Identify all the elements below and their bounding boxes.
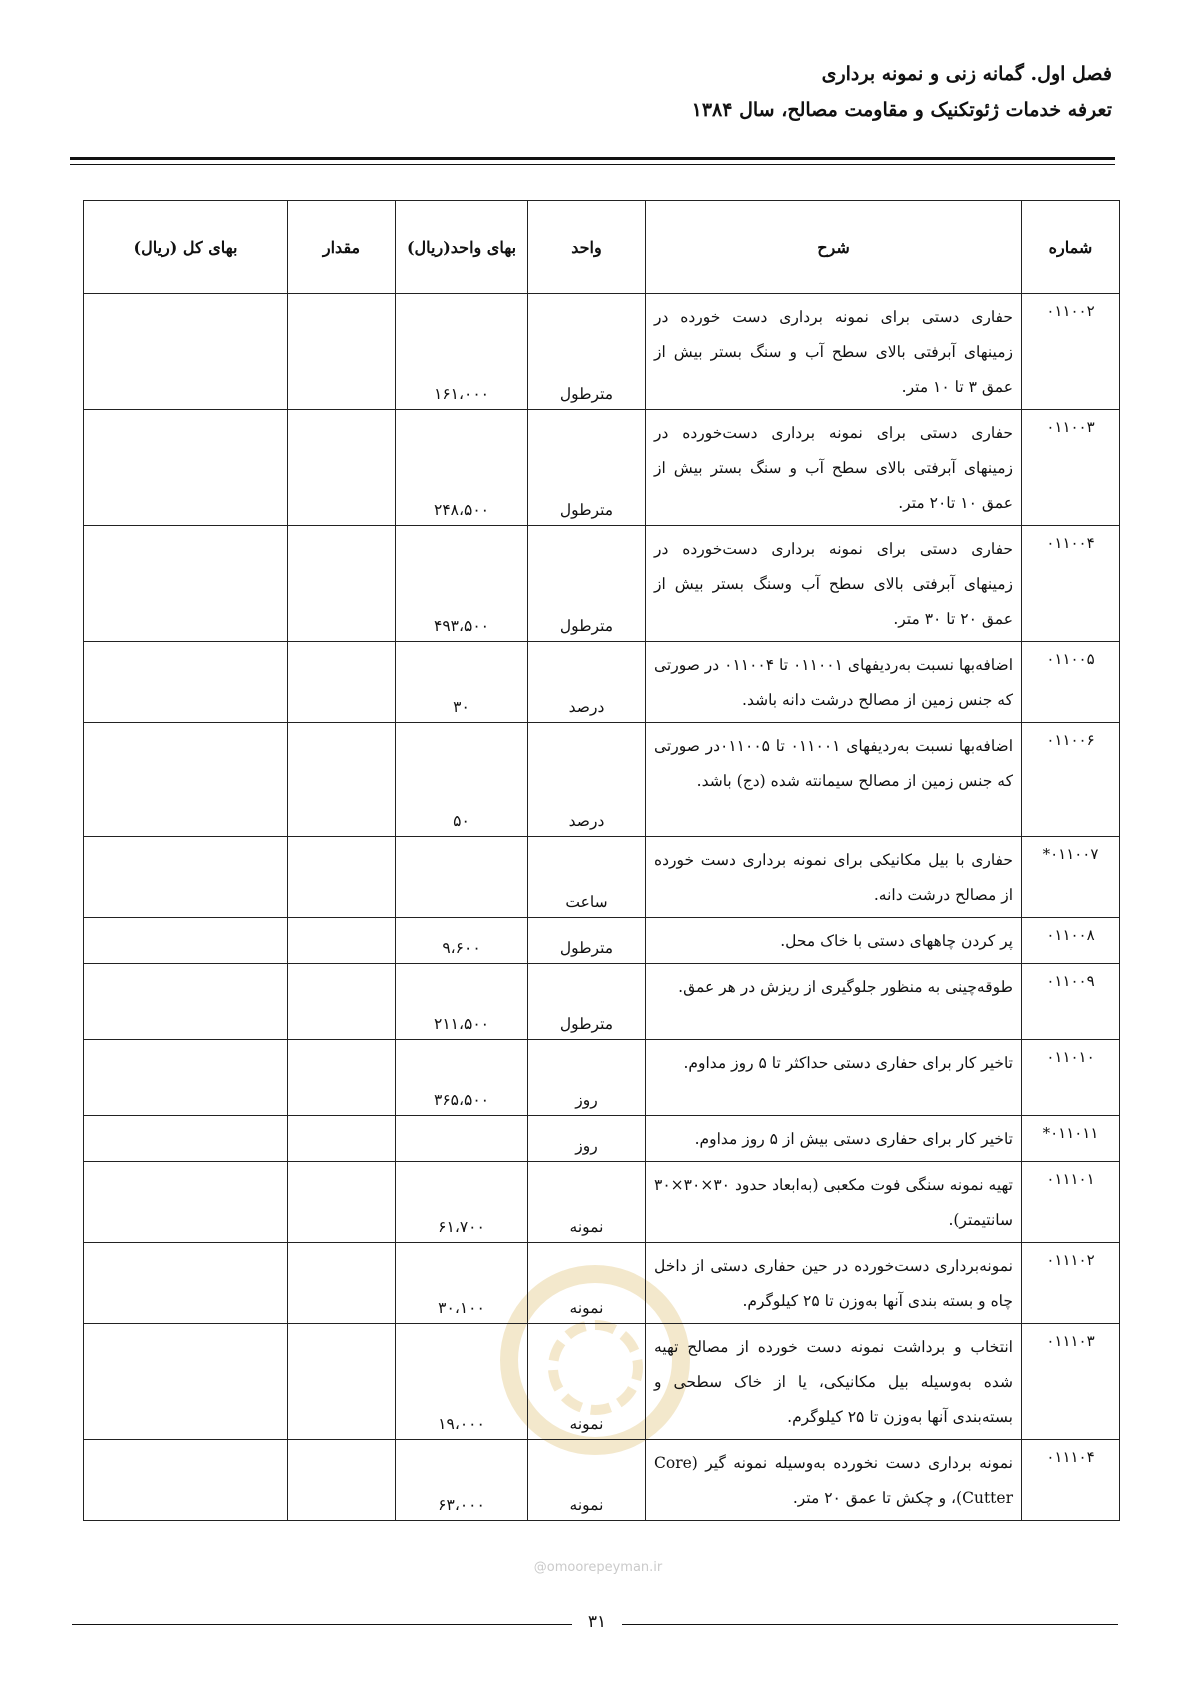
table-header-row — [84, 201, 1120, 294]
row-number: ۰۱۱۰۰۵ — [1022, 642, 1120, 723]
row-quantity — [288, 964, 396, 1040]
table-row — [84, 964, 1120, 1040]
row-quantity — [288, 526, 396, 642]
row-unit-price: ۲۴۸،۵۰۰ — [396, 410, 528, 526]
row-unit-price: ۳۰ — [396, 642, 528, 723]
row-description: نمونه برداری دست نخورده به‌وسیله نمونه گیر (Core Cutter)، و چکش تا عمق ۲۰ متر. — [646, 1440, 1022, 1521]
row-quantity — [288, 410, 396, 526]
row-description: اضافه‌بها نسبت به‌ردیفهای ۰۱۱۰۰۱ تا ۰۱۱۰۰۴ در صورتی که جنس زمین از مصالح درشت دانه باشد. — [646, 642, 1022, 723]
price-table-wrapper — [83, 200, 1119, 1521]
row-total-price — [84, 1040, 288, 1116]
row-total-price — [84, 964, 288, 1040]
row-number: ۰۱۱۰۰۳ — [1022, 410, 1120, 526]
table-row — [84, 837, 1120, 918]
row-quantity — [288, 723, 396, 837]
row-unit: مترطول — [528, 410, 646, 526]
row-quantity — [288, 1040, 396, 1116]
table-row — [84, 410, 1120, 526]
row-unit: ساعت — [528, 837, 646, 918]
row-unit-price: ۴۹۳،۵۰۰ — [396, 526, 528, 642]
row-unit: درصد — [528, 642, 646, 723]
row-quantity — [288, 1243, 396, 1324]
row-number: ۰۱۱۰۰۶ — [1022, 723, 1120, 837]
row-unit: مترطول — [528, 294, 646, 410]
row-description: حفاری با بیل مکانیکی برای نمونه برداری دست خورده از مصالح درشت دانه. — [646, 837, 1022, 918]
table-row — [84, 918, 1120, 964]
row-total-price — [84, 918, 288, 964]
row-unit: درصد — [528, 723, 646, 837]
col-header-description: شرح — [646, 201, 1022, 294]
page-header — [78, 56, 1112, 128]
price-table — [83, 200, 1120, 1521]
row-total-price — [84, 1162, 288, 1243]
table-row — [84, 1116, 1120, 1162]
row-description: تاخیر کار برای حفاری دستی حداکثر تا ۵ روز مداوم. — [646, 1040, 1022, 1116]
row-unit-price: ۳۶۵،۵۰۰ — [396, 1040, 528, 1116]
row-description: اضافه‌بها نسبت به‌ردیفهای ۰۱۱۰۰۱ تا ۰۱۱۰۰۵در صورتی که جنس زمین از مصالح سیمانته شده (دج) باشد. — [646, 723, 1022, 837]
table-row — [84, 1040, 1120, 1116]
row-description: طوقه‌چینی به منظور جلوگیری از ریزش در هر عمق. — [646, 964, 1022, 1040]
table-row — [84, 294, 1120, 410]
row-quantity — [288, 918, 396, 964]
row-description: نمونه‌برداری دست‌خورده در حین حفاری دستی از داخل چاه و بسته بندی آنها به‌وزن تا ۲۵ کیلوگرم. — [646, 1243, 1022, 1324]
table-row — [84, 642, 1120, 723]
footer-rule-left — [72, 1624, 572, 1625]
row-quantity — [288, 1162, 396, 1243]
col-header-total-price: بهای کل (ریال) — [84, 201, 288, 294]
row-total-price — [84, 526, 288, 642]
row-total-price — [84, 642, 288, 723]
row-unit: روز — [528, 1116, 646, 1162]
table-row — [84, 1162, 1120, 1243]
row-number: ۰۱۱۰۰۴ — [1022, 526, 1120, 642]
header-rule-thick — [70, 157, 1115, 160]
row-total-price — [84, 837, 288, 918]
row-unit: نمونه — [528, 1440, 646, 1521]
row-description: تهیه نمونه سنگی فوت مکعبی (به‌ابعاد حدود ۳۰×۳۰×۳۰ سانتیمتر). — [646, 1162, 1022, 1243]
row-unit-price: ۶۱،۷۰۰ — [396, 1162, 528, 1243]
row-number: ۰۱۱۱۰۳ — [1022, 1324, 1120, 1440]
table-row — [84, 1440, 1120, 1521]
row-unit: نمونه — [528, 1162, 646, 1243]
row-unit: نمونه — [528, 1243, 646, 1324]
table-row — [84, 1243, 1120, 1324]
row-number: ۰۱۱۰۱۱* — [1022, 1116, 1120, 1162]
row-description: حفاری دستی برای نمونه برداری دست‌خورده در زمینهای آبرفتی بالای سطح آب وسنگ بستر بیش از عمق ۲۰ تا ۳۰ متر. — [646, 526, 1022, 642]
row-unit: روز — [528, 1040, 646, 1116]
row-total-price — [84, 410, 288, 526]
row-quantity — [288, 1116, 396, 1162]
row-description: حفاری دستی برای نمونه برداری دست‌خورده در زمینهای آبرفتی بالای سطح آب و سنگ بستر بیش از عمق ۱۰ تا۲۰ متر. — [646, 410, 1022, 526]
watermark-url: @omoorepeyman.ir — [533, 1560, 663, 1575]
row-description: حفاری دستی برای نمونه برداری دست خورده در زمینهای آبرفتی بالای سطح آب و سنگ بستر بیش از عمق ۳ تا ۱۰ متر. — [646, 294, 1022, 410]
row-unit-price — [396, 1116, 528, 1162]
header-rule-thin — [70, 164, 1115, 165]
row-number: ۰۱۱۰۰۹ — [1022, 964, 1120, 1040]
row-number: ۰۱۱۱۰۴ — [1022, 1440, 1120, 1521]
col-header-unit: واحد — [528, 201, 646, 294]
row-total-price — [84, 1116, 288, 1162]
row-quantity — [288, 1324, 396, 1440]
row-number: ۰۱۱۰۰۲ — [1022, 294, 1120, 410]
row-unit-price: ۹،۶۰۰ — [396, 918, 528, 964]
document-subtitle: تعرفه خدمات ژئوتکنیک و مقاومت مصالح، سال ۱۳۸۴ — [691, 99, 1112, 121]
row-quantity — [288, 294, 396, 410]
row-number: ۰۱۱۰۱۰ — [1022, 1040, 1120, 1116]
col-header-number: شماره — [1022, 201, 1120, 294]
row-description: تاخیر کار برای حفاری دستی بیش از ۵ روز مداوم. — [646, 1116, 1022, 1162]
row-unit: مترطول — [528, 526, 646, 642]
row-number: ۰۱۱۰۰۷* — [1022, 837, 1120, 918]
row-unit: مترطول — [528, 964, 646, 1040]
col-header-unit-price: بهای واحد(ریال) — [396, 201, 528, 294]
row-quantity — [288, 1440, 396, 1521]
table-row — [84, 1324, 1120, 1440]
row-quantity — [288, 642, 396, 723]
row-description: پر کردن چاههای دستی با خاک محل. — [646, 918, 1022, 964]
col-header-quantity: مقدار — [288, 201, 396, 294]
row-unit-price: ۱۹،۰۰۰ — [396, 1324, 528, 1440]
row-unit-price: ۶۳،۰۰۰ — [396, 1440, 528, 1521]
chapter-title: فصل اول. گمانه زنی و نمونه برداری — [821, 63, 1112, 85]
row-unit-price: ۳۰،۱۰۰ — [396, 1243, 528, 1324]
row-number: ۰۱۱۱۰۱ — [1022, 1162, 1120, 1243]
table-row — [84, 723, 1120, 837]
row-total-price — [84, 1324, 288, 1440]
row-unit-price: ۲۱۱،۵۰۰ — [396, 964, 528, 1040]
row-quantity — [288, 837, 396, 918]
row-unit: مترطول — [528, 918, 646, 964]
row-description: انتخاب و برداشت نمونه دست خورده از مصالح تهیه شده به‌وسیله بیل مکانیکی، یا از خاک سطحی و بسته‌بندی آنها به‌وزن تا ۲۵ کیلوگرم. — [646, 1324, 1022, 1440]
page-number: ۳۱ — [587, 1612, 607, 1632]
row-unit-price: ۱۶۱،۰۰۰ — [396, 294, 528, 410]
row-total-price — [84, 1440, 288, 1521]
table-row — [84, 526, 1120, 642]
row-unit-price — [396, 837, 528, 918]
row-number: ۰۱۱۱۰۲ — [1022, 1243, 1120, 1324]
row-total-price — [84, 294, 288, 410]
row-number: ۰۱۱۰۰۸ — [1022, 918, 1120, 964]
footer-rule-right — [622, 1624, 1118, 1625]
row-unit: نمونه — [528, 1324, 646, 1440]
row-total-price — [84, 1243, 288, 1324]
row-unit-price: ۵۰ — [396, 723, 528, 837]
row-total-price — [84, 723, 288, 837]
